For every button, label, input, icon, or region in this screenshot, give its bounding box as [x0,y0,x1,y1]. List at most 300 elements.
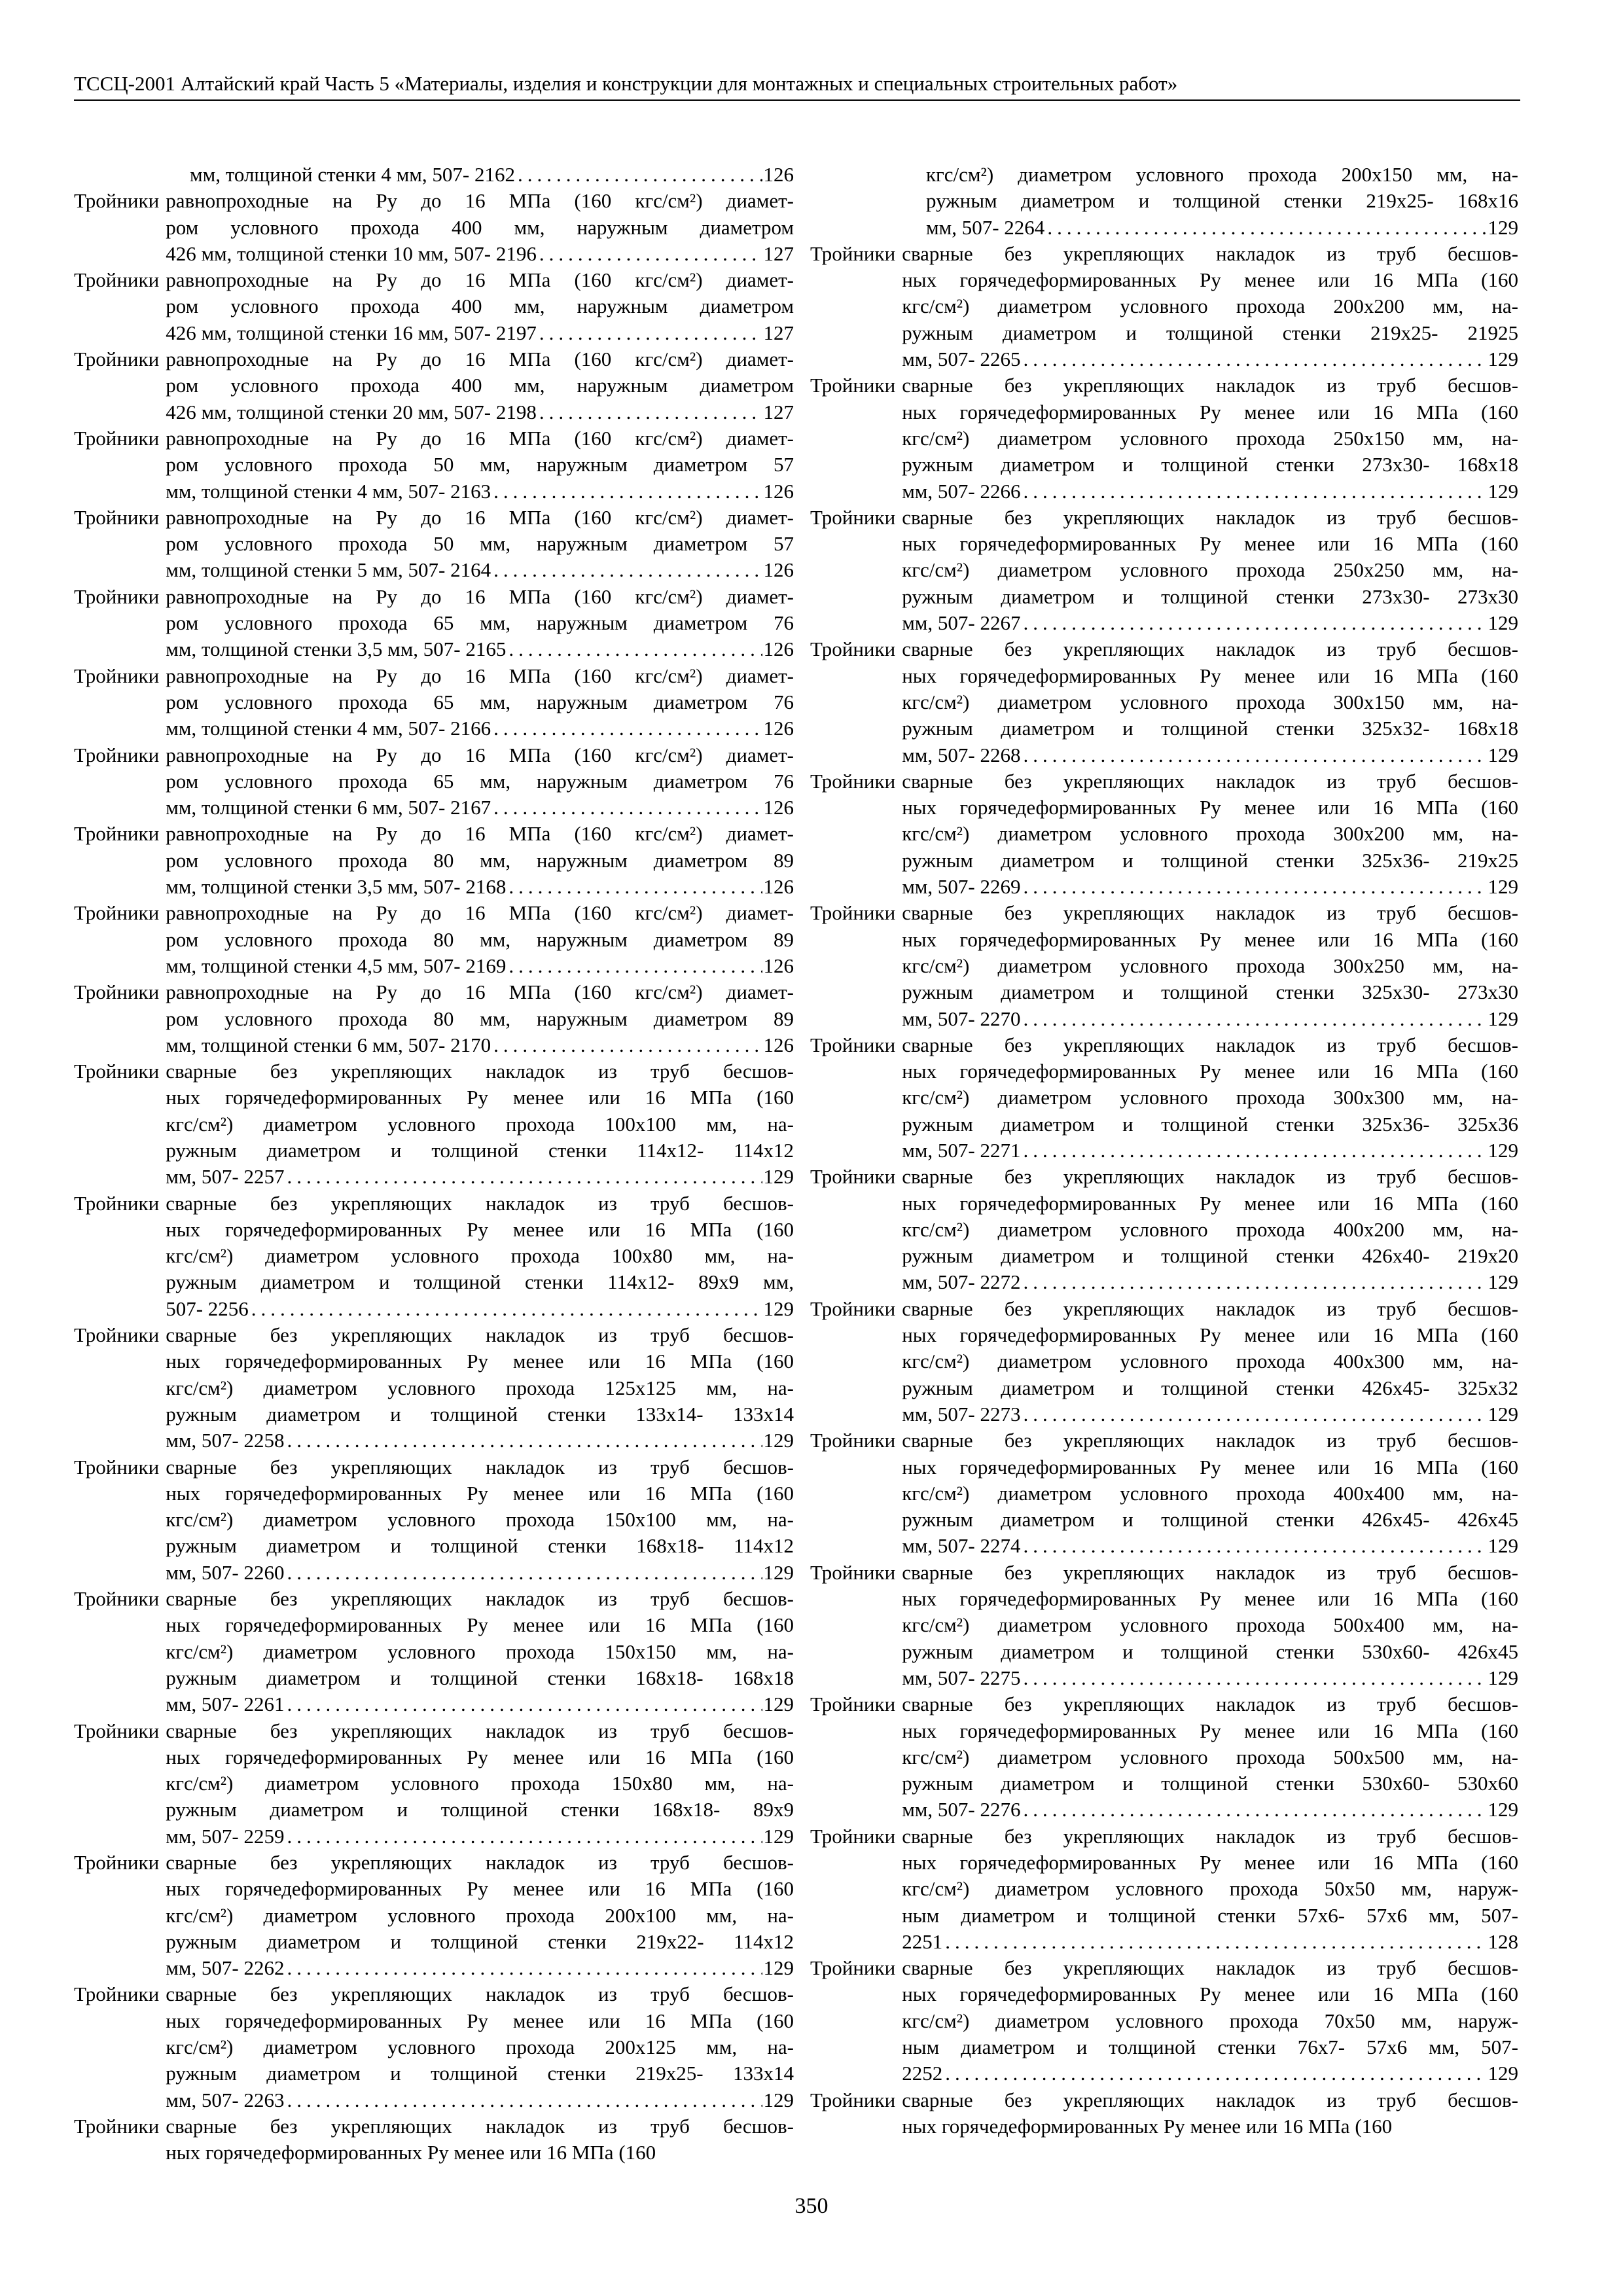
entry-text: мм, 507- 2266 [902,479,1021,503]
entry-line: кгс/см²) диаметром условного прохода 200х200 мм, на- [902,295,1518,318]
entry-line [166,1296,794,1322]
entry-line: кгс/см²) диаметром условного прохода 300х150 мм, на- [902,690,1518,713]
entry-line: сварные без укрепляющих накладок из труб бесшов- [902,1956,1518,1980]
leader-dots [1021,1533,1487,1559]
entry-text: мм, толщиной стенки 6 мм, 507- 2167 [166,796,491,819]
entry-term: Тройники [810,2088,896,2111]
entry-page: 126 [763,1033,794,1056]
entry-line [166,1560,794,1586]
entry-term: Тройники [74,901,160,925]
entry-body [166,900,794,979]
entry-page: 129 [763,1297,794,1320]
entry-text: мм, 507- 2265 [902,348,1021,371]
entry-term: Тройники [810,242,896,265]
entry-text: мм, 507- 2270 [902,1007,1021,1030]
entry-body [902,768,1518,900]
entry-line: ных горячедеформированных Ру менее или 16 МПа (160 [166,2009,794,2032]
entry-line: сварные без укрепляющих накладок из труб бесшов- [902,901,1518,925]
leader-dots [1021,1006,1487,1032]
entry-page: 126 [763,796,794,819]
entry-line: ных горячедеформированных Ру менее или 16 МПа (160 [902,1455,1518,1479]
entry-page: 129 [1488,1270,1518,1294]
leader-dots [1021,874,1487,900]
index-entry [74,2113,794,2166]
entry-line: кгс/см²) диаметром условного прохода 500х500 мм, на- [902,1745,1518,1768]
entry-term: Тройники [74,268,160,292]
entry-text: мм, толщиной стенки 3,5 мм, 507- 2168 [166,875,507,899]
entry-line: сварные без укрепляющих накладок из труб бесшов- [166,1060,794,1083]
entry-line: ных горячедеформированных Ру менее или 16 МПа (160 [902,927,1518,951]
entry-line: ных горячедеформированных Ру менее или 16 МПа (160 [902,2114,1393,2138]
leader-dots [285,1955,762,1981]
entry-term: Тройники [810,1824,896,1848]
leader-dots [1021,346,1487,372]
leader-dots [285,2087,762,2113]
leader-dots [537,320,762,346]
entry-line: ружным диаметром и толщиной стенки 325х30- 273х30 [902,980,1518,1004]
entry-line: ром условного прохода 65 мм, наружным диаметром 76 [166,611,794,635]
entry-line: кгс/см²) диаметром условного прохода 400х300 мм, на- [902,1350,1518,1373]
entry-line: ных горячедеформированных Ру менее или 16 МПа (160 [902,1851,1518,1874]
entry-line [902,1929,1518,1955]
leader-dots [506,636,762,662]
entry-term: Тройники [74,1191,160,1215]
entry-line: ром условного прохода 80 мм, наружным диаметром 89 [166,1007,794,1030]
leader-dots [1021,610,1487,636]
entry-line [166,241,794,267]
entry-line: ным диаметром и толщиной стенки 57х6- 57х6 мм, 507- [902,1903,1518,1927]
entry-term: Тройники [74,584,160,608]
entry-line [166,874,794,900]
entry-line [902,1138,1518,1164]
entry-page: 126 [763,637,794,661]
entry-line: сварные без укрепляющих накладок из труб бесшов- [166,1587,794,1611]
entry-term: Тройники [74,505,160,529]
entry-body [166,663,794,742]
leader-dots [1021,478,1487,505]
leader-dots [491,1032,762,1058]
entry-term: Тройники [810,769,896,793]
entry-line: кгс/см²) диаметром условного прохода 100х80 мм, на- [166,1244,794,1268]
entry-line: сварные без укрепляющих накладок из труб бесшов- [902,242,1518,265]
entry-line: сварные без укрепляющих накладок из труб бесшов- [902,505,1518,529]
entry-page: 129 [1488,743,1518,766]
entry-line: сварные без укрепляющих накладок из труб бесшов- [902,1560,1518,1584]
entry-line [902,1797,1518,1823]
entry-text: мм, толщиной стенки 6 мм, 507- 2170 [166,1033,491,1056]
index-entry [74,821,794,900]
leader-dots [942,2060,1486,2087]
entry-text: 426 мм, толщиной стенки 10 мм, 507- 2196 [166,242,537,265]
index-entry [810,1955,1518,2087]
index-entry [810,241,1518,372]
entry-line: ных горячедеформированных Ру менее или 16 МПа (160 [902,1587,1518,1611]
index-entry [810,1296,1518,1427]
entry-page: 126 [763,163,794,186]
index-entry [74,346,794,425]
entry-line: ружным диаметром и толщиной стенки 426х40- 219х20 [902,1244,1518,1268]
entry-term: Тройники [74,1719,160,1742]
index-entry [74,267,794,346]
entry-text: мм, толщиной стенки 4,5 мм, 507- 2169 [166,954,507,977]
entry-line: сварные без укрепляющих накладок из труб бесшов- [166,1851,794,1874]
leader-dots [506,874,762,900]
entry-page: 129 [763,1824,794,1848]
entry-term: Тройники [74,189,160,213]
entry-line: кгс/см²) диаметром условного прохода 70х50 мм, наруж- [902,2009,1518,2032]
leader-dots [537,399,762,425]
index-entry [810,1560,1518,1691]
entry-text: мм, 507- 2261 [166,1693,285,1716]
entry-term: Тройники [74,1060,160,1083]
entry-text: 2252 [902,2062,943,2085]
entry-line [902,1533,1518,1559]
entry-line: ружным диаметром и толщиной стенки 426х45- 325х32 [902,1376,1518,1399]
entry-page: 129 [1488,479,1518,503]
entry-line: ружным диаметром и толщиной стенки 168х18- 168х18 [166,1666,794,1689]
entry-term: Тройники [810,901,896,925]
entry-page: 129 [763,1165,794,1189]
entry-body [166,2113,794,2166]
entry-line: ных горячедеформированных Ру менее или 16 МПа (160 [902,1982,1518,2006]
index-entry [810,768,1518,900]
entry-body [902,1427,1518,1559]
leader-dots [1021,1269,1487,1295]
entry-page: 129 [1488,611,1518,635]
entry-line: сварные без укрепляющих накладок из труб бесшов- [902,1165,1518,1189]
entry-line: сварные без укрепляющих накладок из труб бесшов- [166,1323,794,1347]
entry-body [166,979,794,1058]
entry-term: Тройники [810,1560,896,1584]
entry-body [166,346,794,425]
entry-body [166,584,794,663]
entry-line: ром условного прохода 50 мм, наружным диаметром 57 [166,453,794,476]
entry-body [902,1823,1518,1955]
index-entry [74,663,794,742]
entry-text: мм, 507- 2271 [902,1138,1021,1162]
entry-line: равнопроходные на Ру до 16 МПа (160 кгс/см²) диамет- [166,584,794,608]
entry-line: ных горячедеформированных Ру менее или 16 МПа (160 [166,1745,794,1768]
entry-body [902,2087,1518,2140]
entry-term: Тройники [810,1429,896,1452]
entry-term: Тройники [810,1693,896,1716]
entry-term: Тройники [74,664,160,687]
entry-line: кгс/см²) диаметром условного прохода 250х150 мм, на- [902,426,1518,450]
entry-term: Тройники [810,1165,896,1189]
entry-line [166,399,794,425]
entry-line [166,2087,794,2113]
index-entry [810,1427,1518,1559]
entry-line: кгс/см²) диаметром условного прохода 50х50 мм, наруж- [902,1877,1518,1901]
leader-dots [285,1560,762,1586]
entry-term: Тройники [74,1851,160,1874]
index-entry [74,1586,794,1717]
index-entry [74,1718,794,1850]
entry-line: ружным диаметром и толщиной стенки 168х18- 89х9 [166,1798,794,1821]
entry-body [166,425,794,505]
entry-line: кгс/см²) диаметром условного прохода 150х100 мм, на- [166,1508,794,1532]
entry-page: 129 [1488,348,1518,371]
entry-line: ружным диаметром и толщиной стенки 426х45- 426х45 [902,1508,1518,1532]
entry-line [190,162,794,188]
entry-line: сварные без укрепляющих накладок из труб бесшов- [166,2114,794,2138]
entry-line [166,953,794,979]
entry-line: ных горячедеформированных Ру менее или 16 МПа (160 [166,1217,794,1241]
entry-body [902,1296,1518,1427]
entry-line: ружным диаметром и толщиной стенки 325х36- 219х25 [902,848,1518,872]
entry-text: мм, толщиной стенки 4 мм, 507- 2166 [166,717,491,740]
entry-line: сварные без укрепляющих накладок из труб бесшов- [902,1297,1518,1320]
leader-dots [491,715,762,742]
leader-dots [515,162,762,188]
entry-page: 129 [1488,1798,1518,1821]
entry-line: равнопроходные на Ру до 16 МПа (160 кгс/см²) диамет- [166,268,794,292]
entry-page: 127 [763,400,794,423]
entry-page: 126 [763,479,794,503]
entry-line: ных горячедеформированных Ру менее или 16 МПа (160 [902,400,1518,423]
entry-line: ных горячедеформированных Ру менее или 16 МПа (160 [902,664,1518,687]
entry-text: мм, 507- 2274 [902,1534,1021,1558]
entry-page: 129 [1488,875,1518,899]
entry-line: кгс/см²) диаметром условного прохода 125х125 мм, на- [166,1376,794,1399]
entry-line: равнопроходные на Ру до 16 МПа (160 кгс/см²) диамет- [166,664,794,687]
index-entry [74,1850,794,1981]
entry-body [166,1850,794,1981]
entry-page: 126 [763,717,794,740]
entry-term: Тройники [810,374,896,397]
entry-text: 2251 [902,1929,943,1953]
entry-line [166,1823,794,1850]
leader-dots [537,241,762,267]
entry-body [902,1691,1518,1823]
entry-term: Тройники [74,1455,160,1479]
entry-text: мм, 507- 2257 [166,1165,285,1189]
entry-line: равнопроходные на Ру до 16 МПа (160 кгс/см²) диамет- [166,822,794,846]
entry-text: мм, толщиной стенки 4 мм, 507- 2162 [190,163,515,186]
entry-line: равнопроходные на Ру до 16 МПа (160 кгс/см²) диамет- [166,743,794,766]
entry-line: ружным диаметром и толщиной стенки 133х14- 133х14 [166,1402,794,1426]
leader-dots [285,1823,762,1850]
entry-body [166,1191,794,1322]
index-entry [74,979,794,1058]
entry-term: Тройники [810,505,896,529]
entry-line: кгс/см²) диаметром условного прохода 400х200 мм, на- [902,1217,1518,1241]
entry-page: 129 [1488,1534,1518,1558]
entry-term: Тройники [810,1033,896,1056]
index-entry [74,1981,794,2113]
leader-dots [491,478,762,505]
entry-line: сварные без укрепляющих накладок из труб бесшов- [902,769,1518,793]
entry-line [902,1665,1518,1691]
entry-text: мм, 507- 2273 [902,1402,1021,1426]
entry-body [166,267,794,346]
entry-line: кгс/см²) диаметром условного прохода 100х100 мм, на- [166,1112,794,1136]
entry-term: Тройники [74,1587,160,1611]
leader-dots [491,795,762,821]
entry-text: мм, 507- 2259 [166,1824,285,1848]
entry-line: сварные без укрепляющих накладок из труб бесшов- [902,1824,1518,1848]
entry-page: 129 [1488,1007,1518,1030]
entry-page: 129 [1488,1402,1518,1426]
entry-text: мм, 507- 2260 [166,1560,285,1584]
leader-dots [249,1296,762,1322]
entry-term: Тройники [74,348,160,371]
entry-text: мм, толщиной стенки 3,5 мм, 507- 2165 [166,637,507,661]
entry-body [902,505,1518,636]
entry-body [166,1058,794,1190]
index-entry [810,1032,1518,1164]
entry-body [902,1032,1518,1164]
entry-text: мм, толщиной стенки 5 мм, 507- 2164 [166,558,491,582]
entry-text: 426 мм, толщиной стенки 20 мм, 507- 2198 [166,400,537,423]
entry-text: 426 мм, толщиной стенки 16 мм, 507- 2197 [166,321,537,344]
entry-term: Тройники [810,637,896,661]
index-entry [74,900,794,979]
entry-text: мм, 507- 2276 [902,1798,1021,1821]
entry-line [166,1427,794,1454]
entry-text: мм, толщиной стенки 4 мм, 507- 2163 [166,479,491,503]
entry-line: ных горячедеформированных Ру менее или 16 МПа (160 [902,268,1518,292]
entry-text: мм, 507- 2258 [166,1429,285,1452]
entry-line: кгс/см²) диаметром условного прохода 200х150 мм, на- [926,163,1518,186]
entry-line: ных горячедеформированных Ру менее или 16 МПа (160 [902,796,1518,819]
entry-line: ружным диаметром и толщиной стенки 273х30- 168х18 [902,453,1518,476]
entry-page: 126 [763,875,794,899]
entry-term: Тройники [74,743,160,766]
entry-term: Тройники [74,1323,160,1347]
entry-line: ным диаметром и толщиной стенки 76х7- 57х6 мм, 507- [902,2036,1518,2059]
index-entry [810,505,1518,636]
entry-line: ных горячедеформированных Ру менее или 16 МПа (160 [902,1191,1518,1215]
entry-line [166,557,794,583]
entry-line [166,1032,794,1058]
index-entry [74,1454,794,1586]
entry-body [166,821,794,900]
entry-line: кгс/см²) диаметром условного прохода 300х250 мм, на- [902,954,1518,977]
leader-dots [491,557,762,583]
entry-page: 128 [1488,1929,1518,1953]
entry-text: 507- 2256 [166,1297,249,1320]
entry-line: сварные без укрепляющих накладок из труб бесшов- [166,1982,794,2006]
entry-body [166,505,794,584]
entry-line: ружным диаметром и толщиной стенки 114х12- 89х9 мм, [166,1270,794,1294]
entry-line: ружным диаметром и толщиной стенки 325х36- 325х36 [902,1112,1518,1136]
entry-line: равнопроходные на Ру до 16 МПа (160 кгс/см²) диамет- [166,505,794,529]
entry-page: 129 [763,1429,794,1452]
entry-line: ных горячедеформированных Ру менее или 16 МПа (160 [902,1323,1518,1347]
entry-body [902,1560,1518,1691]
entry-line: кгс/см²) диаметром условного прохода 400х400 мм, на- [902,1481,1518,1505]
entry-page: 129 [1488,1666,1518,1689]
entry-line: равнопроходные на Ру до 16 МПа (160 кгс/см²) диамет- [166,189,794,213]
entry-line [902,2060,1518,2087]
entry-text: мм, 507- 2262 [166,1956,285,1980]
entry-line: ных горячедеформированных Ру менее или 16 МПа (160 [166,1877,794,1901]
index-entry [810,1164,1518,1295]
entry-line: ружным диаметром и толщиной стенки 114х12- 114х12 [166,1138,794,1162]
index-entry [810,1823,1518,1955]
entry-line: ружным диаметром и толщиной стенки 325х32- 168х18 [902,717,1518,740]
page-number: 350 [794,2194,829,2218]
entry-line: ных горячедеформированных Ру менее или 16 МПа (160 [166,2141,656,2164]
entry-line: сварные без укрепляющих накладок из труб бесшов- [902,374,1518,397]
leader-dots [285,1691,762,1717]
entry-line [902,874,1518,900]
entry-line: равнопроходные на Ру до 16 МПа (160 кгс/см²) диамет- [166,426,794,450]
index-entry [74,1322,794,1454]
index-entry [74,1191,794,1322]
entry-line [926,215,1518,241]
index-entry [74,584,794,663]
entry-line: сварные без укрепляющих накладок из труб бесшов- [902,1033,1518,1056]
entry-line: ных горячедеформированных Ру менее или 16 МПа (160 [902,1719,1518,1742]
entry-line: ных горячедеформированных Ру менее или 16 МПа (160 [166,1613,794,1637]
entry-term: Тройники [74,426,160,450]
entry-line [166,715,794,742]
entry-line [902,1401,1518,1427]
index-column-right [810,162,1518,2140]
index-entry [74,505,794,584]
entry-line: ных горячедеформированных Ру менее или 16 МПа (160 [902,1060,1518,1083]
entry-line: ружным диаметром и толщиной стенки 219х25- 21925 [902,321,1518,344]
entry-line: сварные без укрепляющих накладок из труб бесшов- [166,1719,794,1742]
leader-dots [1021,742,1487,768]
entry-body [902,1955,1518,2087]
entry-line: ружным диаметром и толщиной стенки 219х22- 114х12 [166,1929,794,1953]
entry-body [166,1718,794,1850]
entry-page: 129 [1488,1138,1518,1162]
index-entry [810,1691,1518,1823]
continued-entry [810,162,1518,241]
entry-body [166,1322,794,1454]
running-header: ТССЦ-2001 Алтайский край Часть 5 «Материалы, изделия и конструкции для монтажных и специальных строительных работ» [74,71,1520,101]
entry-line: кгс/см²) диаметром условного прохода 150х80 мм, на- [166,1772,794,1795]
entry-line: ружным диаметром и толщиной стенки 530х60- 426х45 [902,1640,1518,1663]
entry-line: ром условного прохода 65 мм, наружным диаметром 76 [166,769,794,793]
entry-line: ных горячедеформированных Ру менее или 16 МПа (160 [166,1481,794,1505]
entry-body [166,1981,794,2113]
entry-line: сварные без укрепляющих накладок из труб бесшов- [902,637,1518,661]
index-entry [74,1058,794,1190]
entry-line: ружным диаметром и толщиной стенки 219х25- 168х16 [926,189,1518,213]
entry-line: ружным диаметром и толщиной стенки 168х18- 114х12 [166,1534,794,1558]
entry-line: ром условного прохода 80 мм, наружным диаметром 89 [166,927,794,951]
entry-line: кгс/см²) диаметром условного прохода 250х250 мм, на- [902,558,1518,582]
index-entry [810,372,1518,504]
entry-page: 129 [763,1693,794,1716]
entry-line: кгс/см²) диаметром условного прохода 150х150 мм, на- [166,1640,794,1663]
entry-text: мм, 507- 2272 [902,1270,1021,1294]
entry-line: ром условного прохода 80 мм, наружным диаметром 89 [166,848,794,872]
entry-text: мм, 507- 2264 [926,215,1045,239]
index-entry [74,742,794,821]
entry-line: кгс/см²) диаметром условного прохода 300х300 мм, на- [902,1086,1518,1109]
entry-body [902,900,1518,1031]
entry-page: 129 [763,1956,794,1980]
entry-term: Тройники [74,980,160,1004]
entry-term: Тройники [74,1982,160,2006]
entry-line: ных горячедеформированных Ру менее или 16 МПа (160 [166,1350,794,1373]
entry-line [166,1691,794,1717]
entry-page: 126 [763,954,794,977]
leader-dots [506,953,762,979]
entry-term: Тройники [810,1956,896,1980]
entry-line [902,1006,1518,1032]
entry-page: 127 [763,242,794,265]
entry-text: мм, 507- 2268 [902,743,1021,766]
index-entry [810,2087,1518,2140]
entry-body [902,636,1518,768]
